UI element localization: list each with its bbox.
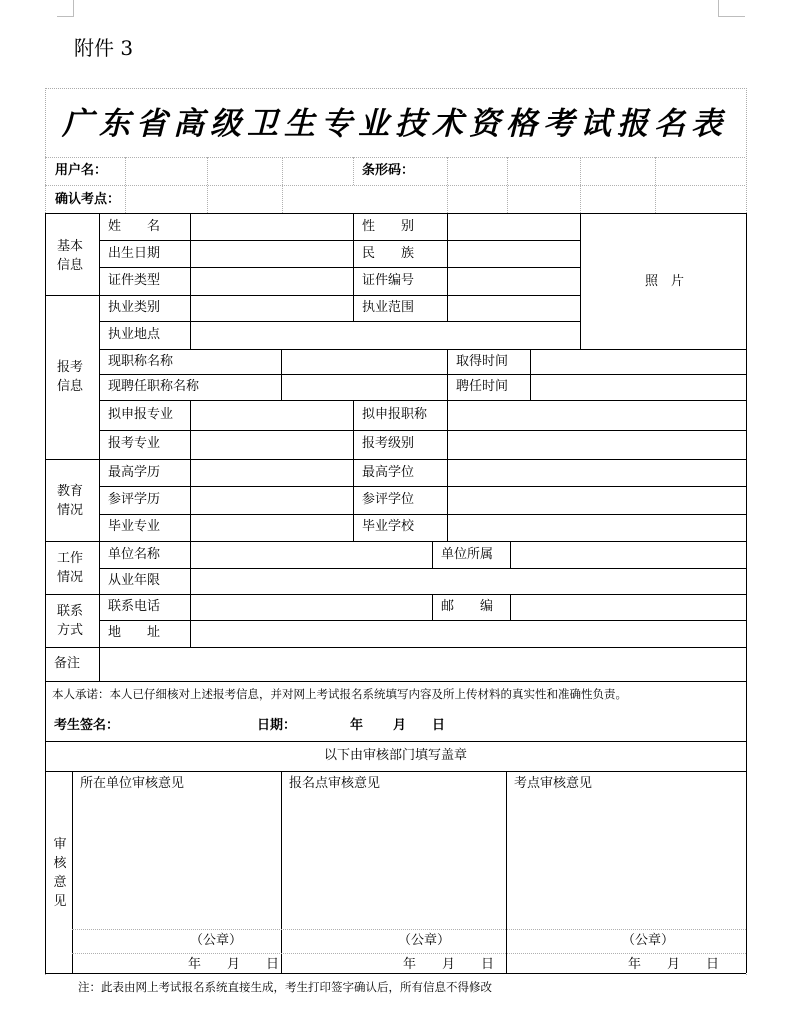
grid-line [353,213,354,321]
grid-line [281,771,282,973]
section-review: 审 核 意 见 [53,837,67,909]
grid-line [447,213,448,321]
grid-line [99,321,580,322]
section-contact: 联系 方式 [56,604,83,638]
grid-line [99,295,580,296]
grid-line [510,541,511,568]
grid-line [99,349,746,350]
field-practice-scope: 执业范围 [362,300,415,315]
review-site-opinion: 报名点审核意见 [289,776,381,791]
grid-line [282,157,283,213]
field-grad-school: 毕业学校 [362,519,415,534]
seal-1: （公章） [190,933,243,948]
grid-line [510,594,511,620]
exam-site-label: 确认考点： [55,192,121,207]
field-current-appoint-title: 现聘任职称名称 [108,379,200,394]
section-basic-info: 基本 信息 [56,239,83,273]
review-date-2: 年 月 日 [403,957,495,972]
grid-line [506,771,507,973]
seal-3: （公章） [622,933,675,948]
grid-line [45,771,746,772]
grid-line [45,157,745,158]
field-address: 地 址 [108,625,161,640]
review-unit-opinion: 所在单位审核意见 [80,776,185,791]
field-phone: 联系电话 [108,599,161,614]
grid-line [432,541,433,568]
field-name: 姓 名 [108,219,161,234]
grid-line [45,459,746,460]
grid-line [45,681,746,682]
grid-line [447,157,448,213]
grid-line [447,349,448,400]
form-title: 广东省高级卫生专业技术资格考试报名表 [62,106,728,142]
grid-line [190,213,191,349]
field-grad-major: 毕业专业 [108,519,161,534]
grid-line [99,514,746,515]
field-eval-edu: 参评学历 [108,492,161,507]
grid-line [125,157,126,213]
review-center-opinion: 考点审核意见 [514,776,593,791]
field-unit-name: 单位名称 [108,547,161,562]
username-label: 用户名： [55,163,108,178]
grid-line [72,929,746,930]
field-id-no: 证件编号 [362,273,415,288]
section-education: 教育 情况 [56,484,83,518]
page-corner-mark-right [718,0,745,17]
date-year: 年 [350,718,364,733]
grid-line [45,185,745,186]
grid-line [580,157,581,213]
signature-label: 考生签名： [54,718,120,733]
attachment-label: 附件 3 [74,36,134,60]
photo-box: 照 片 [645,274,685,289]
field-id-type: 证件类型 [108,273,161,288]
field-exam-major: 报考专业 [108,436,161,451]
table-border [45,973,746,974]
date-label: 日期： [257,718,297,733]
grid-line [99,240,580,241]
section-apply-info: 报考 信息 [56,360,83,394]
section-work: 工作 情况 [56,551,83,585]
field-practice-place: 执业地点 [108,327,161,342]
field-current-title: 现职称名称 [108,354,174,369]
grid-line [45,594,746,595]
grid-line [99,213,100,681]
field-unit-belong: 单位所属 [441,547,494,562]
footnote: 注：此表由网上考试报名系统直接生成，考生打印签字确认后，所有信息不得修改 [78,980,492,994]
date-day: 日 [432,718,446,733]
field-eval-degree: 参评学位 [362,492,415,507]
field-work-years: 从业年限 [108,573,161,588]
field-planned-major: 拟申报专业 [108,407,174,422]
field-postcode: 邮 编 [441,599,494,614]
grid-line [190,541,191,647]
grid-line [99,267,580,268]
review-date-1: 年 月 日 [188,957,280,972]
grid-line [99,430,746,431]
seal-2: （公章） [398,933,451,948]
grid-line [99,486,746,487]
field-gender: 性 别 [362,219,415,234]
grid-line [99,374,746,375]
field-birth: 出生日期 [108,246,161,261]
grid-line [281,349,282,400]
barcode-label: 条形码： [362,163,415,178]
grid-line [580,213,581,349]
section-remark: 备注 [54,656,81,671]
grid-line [99,568,746,569]
grid-line [530,349,531,400]
date-month: 月 [393,718,407,733]
grid-line [432,594,433,620]
table-border [45,213,746,214]
field-planned-title: 拟申报职称 [362,407,428,422]
grid-line [99,400,746,401]
grid-line [353,400,354,541]
grid-line [45,541,746,542]
grid-line [507,157,508,213]
field-highest-edu: 最高学历 [108,465,161,480]
review-date-3: 年 月 日 [628,957,720,972]
grid-line [353,157,354,185]
field-highest-degree: 最高学位 [362,465,415,480]
grid-line [655,157,656,213]
grid-line [447,400,448,541]
review-header: 以下由审核部门填写盖章 [323,748,467,763]
field-practice-type: 执业类别 [108,300,161,315]
table-border [746,213,747,973]
field-obtain-time: 取得时间 [456,354,509,369]
grid-line [72,953,746,954]
field-exam-level: 报考级别 [362,436,415,451]
grid-line [207,157,208,213]
grid-line [190,400,191,541]
page-corner-mark-left [57,0,74,17]
grid-line [99,620,746,621]
pledge-text: 本人承诺：本人已仔细核对上述报考信息，并对网上考试报名系统填写内容及所上传材料的真实性和准确性负责。 [52,687,627,701]
grid-line [45,647,746,648]
field-appoint-time: 聘任时间 [456,379,509,394]
grid-line [45,741,746,742]
field-ethnicity: 民 族 [362,246,415,261]
